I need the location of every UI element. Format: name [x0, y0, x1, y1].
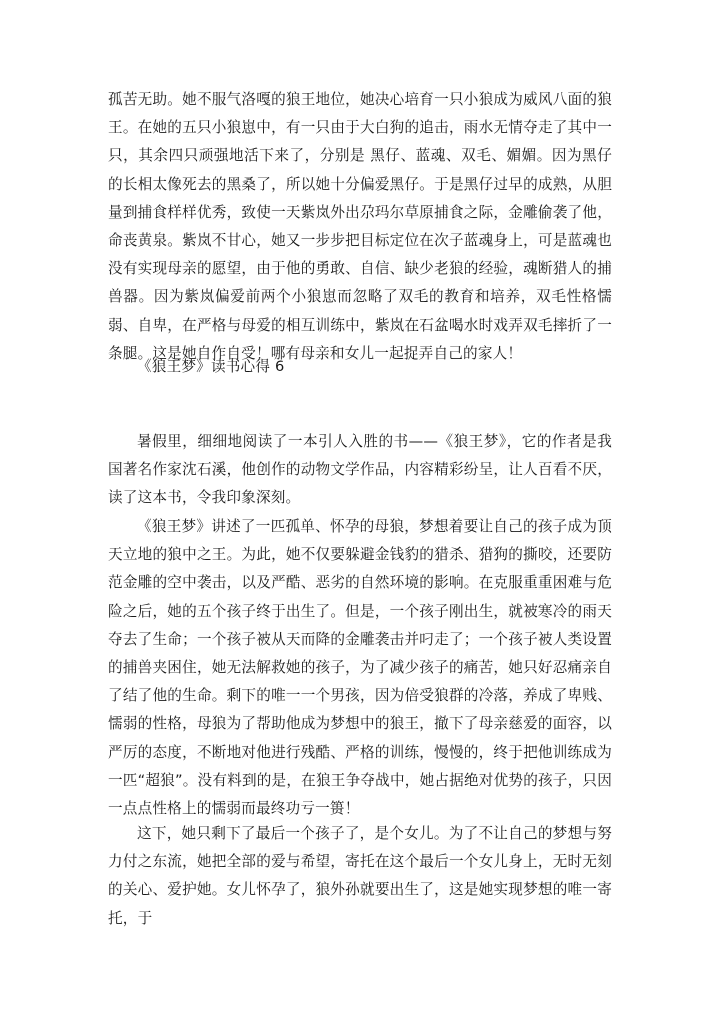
paragraph-daughter: 这下，她只剩下了最后一个孩子了，是个女儿。为了不让自己的梦想与努力付之东流，她把全部的爱与希望，寄托在这个最后一个女儿身上，无时无刻的关心、爱护她。女儿怀孕了，狼外孙就要出生了，这是她实现梦想的唯一寄托，于 [108, 825, 612, 927]
paragraph-summary: 《狼王梦》讲述了一匹孤单、怀孕的母狼，梦想着要让自己的孩子成为顶天立地的狼中之王。为此，她不仅要躲避金钱豹的猎杀、猎狗的撕咬，还要防范金雕的空中袭击，以及严酷、恶劣的自然环境的影响。在克服重重困难与危险之后，她的五个孩子终于出生了。但是，一个孩子刚出生，就被寒冷的雨天夺去了生命；一个孩子被从天而降的金雕袭击并叼走了；一个孩子被人类设置的捕兽夹困住，她无法解救她的孩子，为了减少孩子的痛苦，她只好忍痛亲自了结了他的生命。剩下的唯一一个男孩，因为倍受狼群的冷落，养成了卑贱、懦弱的性格，母狼为了帮助他成为梦想中的狼王，撤下了母亲慈爱的面容，以严厉的态度，不断地对他进行残酷、严格的训练，慢慢的，终于把他训练成为一匹“超狼”。没有料到的是，在狼王争夺战中，她占据绝对优势的孩子，只因一点点性格上的懦弱而最终功亏一篑！ [108, 518, 612, 818]
paragraph-wolf-cubs-story: 孤苦无助。她不服气洛嘎的狼王地位，她决心培育一只小狼成为威风八面的狼王。在她的五只小狼崽中，有一只由于大白狗的追击，雨水无情夺走了其中一只，其余四只顽强地活下来了，分别是 黑仔、蓝魂、双毛、媚媚。因为黑仔的长相太像死去的黑桑了，所以她十分偏爱黑仔。于是黑仔过早的成熟，从胆量到捕食样样优秀，致使一天紫岚外出尕玛尔草原捕食之际，金雕偷袭了他，命丧黄泉。紫岚不甘心，她又一步步把目标定位在次子蓝魂身上，可是蓝魂也没有实现母亲的愿望，由于他的勇敢、自信、缺少老狼的经验，魂断猎人的捕兽器。因为紫岚偏爱前两个小狼崽而忽略了双毛的教育和培养，双毛性格懦弱、自卑，在严格与母爱的相互训练中，紫岚在石盆喝水时戏弄双毛摔折了一条腿。这是她自作自受！哪有母亲和女儿一起捉弄自己的家人！ [108, 91, 612, 362]
section-heading: 《狼王梦》读书心得 6 [137, 358, 285, 375]
paragraph-intro: 暑假里，细细地阅读了一本引人入胜的书——《狼王梦》，它的作者是我国著名作家沈石溪，他创作的动物文学作品，内容精彩纷呈，让人百看不厌，读了这本书，令我印象深刻。 [108, 433, 612, 507]
